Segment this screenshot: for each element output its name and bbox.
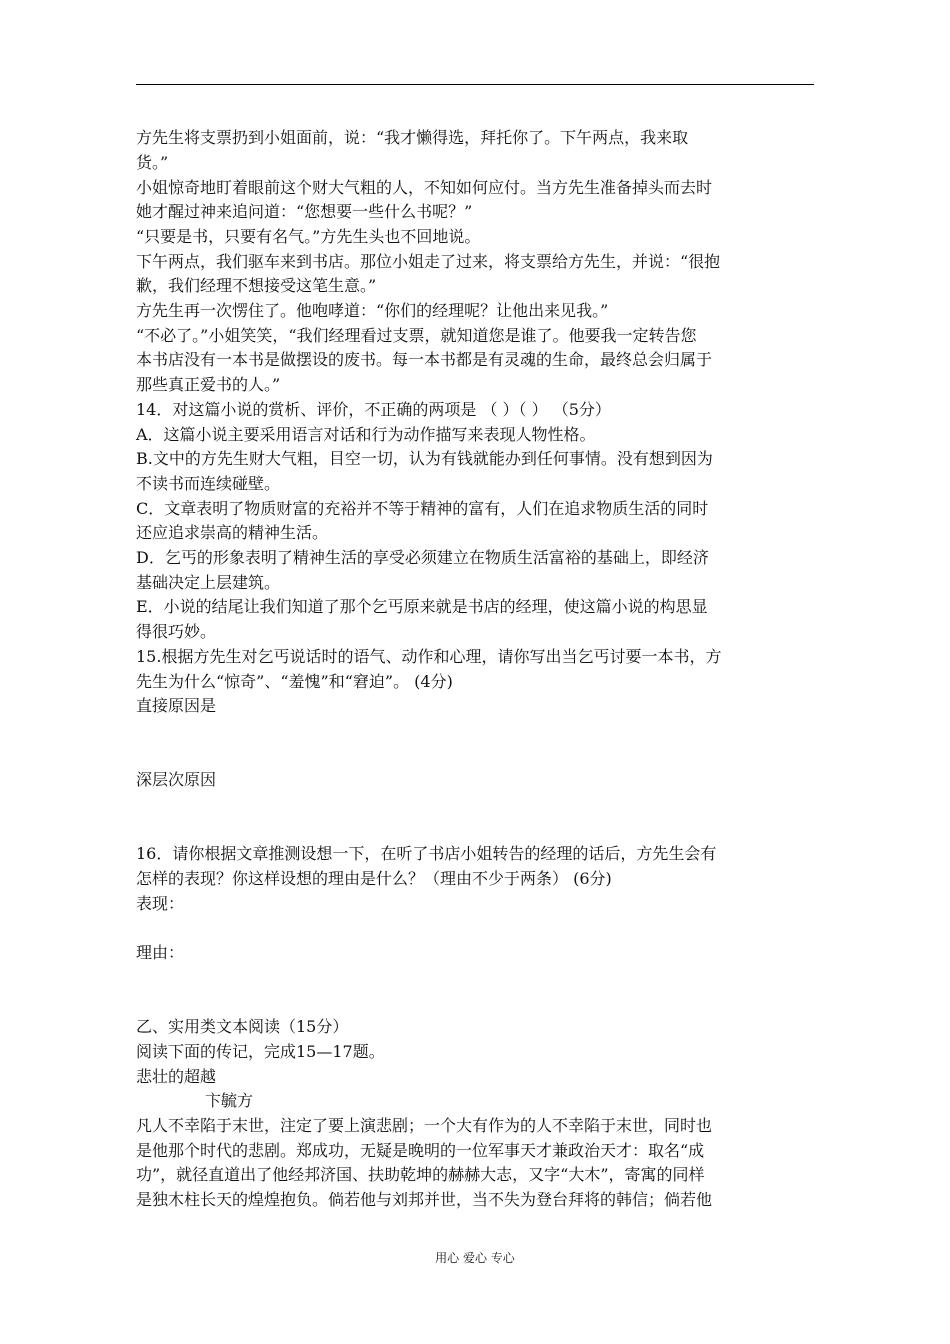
article-title: 悲壮的超越 xyxy=(136,1067,217,1086)
text-line: 她才醒过神来追问道：“您想要一些什么书呢？” xyxy=(136,202,473,221)
answer-label-reason: 理由： xyxy=(136,943,185,962)
section-heading: 乙、实用类文本阅读（15分） xyxy=(136,1017,349,1036)
text-line: 歉，我们经理不想接受这笔生意。” xyxy=(136,276,377,295)
answer-label-deep: 深层次原因 xyxy=(136,770,217,789)
text-line: 是独木柱长天的煌煌抱负。倘若他与刘邦并世，当不失为登台拜将的韩信；倘若他 xyxy=(136,1190,713,1209)
text-line: 功”，就径直道出了他经邦济国、扶助乾坤的赫赫大志，又字“大木”，寄寓的同样 xyxy=(136,1165,705,1184)
text-line: 下午两点，我们驱车来到书店。那位小姐走了过来，将支票给方先生，并说：“很抱 xyxy=(136,252,721,271)
text-line: 得很巧妙。 xyxy=(136,622,217,641)
option-d: D．乞丐的形象表明了精神生活的享受必须建立在物质生活富裕的基础上，即经济 xyxy=(136,548,709,567)
question-16: 16．请你根据文章推测设想一下，在听了书店小姐转告的经理的话后，方先生会有 xyxy=(136,844,717,863)
option-b: B.文中的方先生财大气粗，目空一切，认为有钱就能办到任何事情。没有想到因为 xyxy=(136,449,713,468)
text-line: “只要是书，只要有名气。”方先生头也不回地说。 xyxy=(136,227,481,246)
text-line: 基础决定上层建筑。 xyxy=(136,573,281,592)
text-line: 本书店没有一本书是做摆设的废书。每一本书都是有灵魂的生命，最终总会归属于 xyxy=(136,350,713,369)
article-author: 卞毓方 xyxy=(205,1091,254,1110)
answer-label-performance: 表现： xyxy=(136,894,185,913)
option-e: E．小说的结尾让我们知道了那个乞丐原来就是书店的经理，使这篇小说的构思显 xyxy=(136,597,708,616)
text-line: 小姐惊奇地盯着眼前这个财大气粗的人，不知如何应付。当方先生准备掉头而去时 xyxy=(136,178,713,197)
option-c: C．文章表明了物质财富的充裕并不等于精神的富有，人们在追求物质生活的同时 xyxy=(136,499,709,518)
text-line: 怎样的表现？你这样设想的理由是什么？（理由不少于两条） (6分) xyxy=(136,869,612,888)
header-rule xyxy=(136,84,814,85)
text-line: 还应追求崇高的精神生活。 xyxy=(136,523,329,542)
text-line: 货。” xyxy=(136,153,169,172)
text-line: 那些真正爱书的人。” xyxy=(136,375,281,394)
text-line: 是他那个时代的悲剧。郑成功，无疑是晚明的一位军事天才兼政治天才：取名“成 xyxy=(136,1141,705,1160)
question-15: 15.根据方先生对乞丐说话时的语气、动作和心理，请你写出当乞丐讨要一本书，方 xyxy=(136,647,722,666)
text-line: 先生为什么“惊奇”、“羞愧”和“窘迫”。 (4分) xyxy=(136,672,453,691)
answer-label-direct: 直接原因是 xyxy=(136,696,217,715)
instruction: 阅读下面的传记，完成15—17题。 xyxy=(136,1042,385,1061)
text-line: 凡人不幸陷于末世，注定了要上演悲剧；一个大有作为的人不幸陷于末世，同时也 xyxy=(136,1116,713,1135)
page-footer: 用心 爱心 专心 xyxy=(435,1251,515,1265)
text-line: 不读书而连续碰壁。 xyxy=(136,474,281,493)
option-a: A．这篇小说主要采用语言对话和行为动作描写来表现人物性格。 xyxy=(136,425,596,444)
question-14: 14．对这篇小说的赏析、评价，不正确的两项是 （ ）（ ） （5分） xyxy=(136,400,611,419)
text-line: 方先生将支票扔到小姐面前，说：“我才懒得选，拜托你了。下午两点，我来取 xyxy=(136,128,689,147)
text-line: 方先生再一次愣住了。他咆哮道：“你们的经理呢？让他出来见我。” xyxy=(136,301,609,320)
text-line: “不必了。”小姐笑笑，“我们经理看过支票，就知道您是谁了。他要我一定转告您 xyxy=(136,326,697,345)
